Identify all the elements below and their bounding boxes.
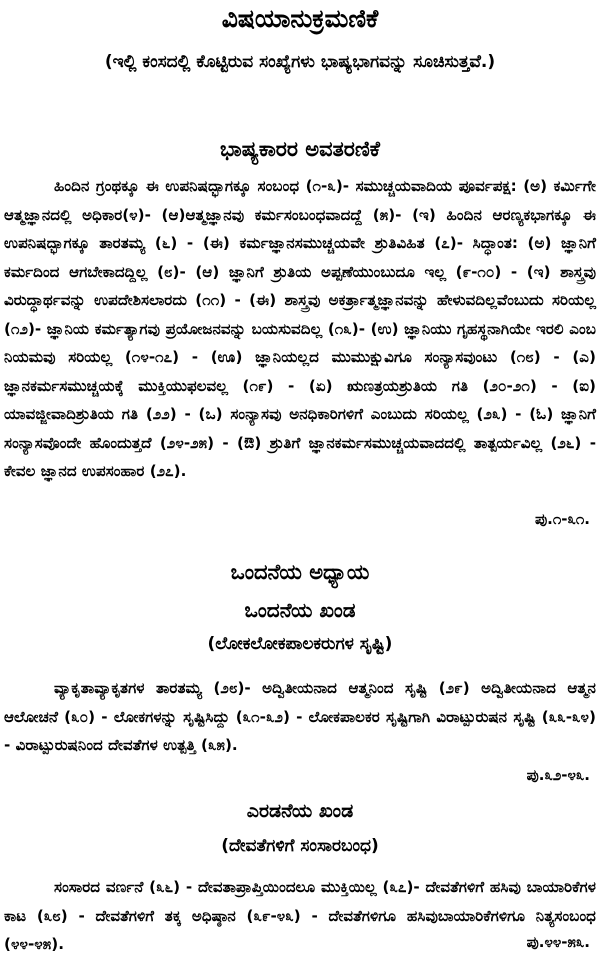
page-title: ವಿಷಯಾನುಕ್ರಮಣಿಕೆ	[221, 4, 379, 33]
section2-paragraph: ಸಂಸಾರದ ವರ್ಣನೆ (೩೬) - ದೇವತಾಪ್ರಾಪ್ತಿಯಿಂದಲೂ ಮುಕ್ತಿಯಿಲ್ಲ (೩೭)- ದೇವತೆಗಳಿಗೆ ಹಸಿವು ಬಾಯಾರಿಕೆಗಳ ಕಾಟ (೩೮) - ದೇವತೆಗಳಿಗೆ ತಕ್ಕ ಅಧಿಷ್ಠಾನ (೩೯-೪೩) - ದೇವತೆಗಳಿಗೂ ಹಸಿವುಬಾಯಾರಿಕೆಗಳಿಗೂ ನಿತ್ಯಸಂಬಂಧ (೪೪-೪೫).	[4, 878, 596, 953]
section2-page-ref: ಪು.೪೪-೫೩.	[526, 933, 590, 951]
chapter-heading: ಒಂದನೆಯ ಅಧ್ಯಾಯ	[230, 560, 370, 584]
section2-heading: ಎರಡನೆಯ ಖಂಡ	[246, 800, 354, 822]
intro-page-ref: ಪು.೧-೩೧.	[534, 510, 590, 528]
section1-paragraph: ವ್ಯಾಕೃತಾವ್ಯಾಕೃತಗಳ ತಾರತಮ್ಯ (೨೮)- ಅದ್ವಿತೀಯನಾದ ಆತ್ಮನಿಂದ ಸೃಷ್ಟಿ (೨೯) ಅದ್ವಿತೀಯನಾದ ಆತ್ಮನ ಆಲೋಚನೆ (೩೦) - ಲೋಕಗಳನ್ನು ಸೃಷ್ಟಿಸಿದ್ದು (೩೧-೩೨) - ಲೋಕಪಾಲಕರ ಸೃಷ್ಟಿಗಾಗಿ ವಿರಾಟ್ಪುರುಷನ ಸೃಷ್ಟಿ (೩೩-೩೪) - ವಿರಾಟ್ಪುರುಷನಿಂದ ದೇವತೆಗಳ ಉತ್ಪತ್ತಿ (೩೫).	[4, 679, 596, 754]
intro-heading: ಭಾಷ್ಯಕಾರರ ಅವತರಣಿಕೆ	[219, 137, 381, 161]
section1-note: (ಲೋಕಲೋಕಪಾಲಕರುಗಳ ಸೃಷ್ಟಿ)	[207, 634, 393, 654]
section1-heading: ಒಂದನೆಯ ಖಂಡ	[244, 598, 356, 622]
intro-paragraph: ಹಿಂದಿನ ಗ್ರಂಥಕ್ಕೂ ಈ ಉಪನಿಷದ್ಭಾಗಕ್ಕೂ ಸಂಬಂಧ (೧-೩)- ಸಮುಚ್ಚಯವಾದಿಯ ಪೂರ್ವಪಕ್ಷ: (ಅ) ಕರ್ಮಿಗೇ ಆತ್ಮಜ್ಞಾನದಲ್ಲಿ ಅಧಿಕಾರ(೪)- (ಆ)ಆತ್ಮಜ್ಞಾನವು ಕರ್ಮಸಂಬಂಧವಾದದ್ದೆ (೫)- (ಇ) ಹಿಂದಿನ ಆರಣ್ಯಕಭಾಗಕ್ಕೂ ಈ ಉಪನಿಷದ್ಭಾಗಕ್ಕೂ ತಾರತಮ್ಯ (೬) - (ಈ) ಕರ್ಮಜ್ಞಾನಸಮುಚ್ಚಯವೇ ಶ್ರುತಿವಿಹಿತ (೭)- ಸಿದ್ಧಾಂತ: (ಅ) ಜ್ಞಾನಿಗೆ ಕರ್ಮದಿಂದ ಆಗಬೇಕಾದದ್ದಿಲ್ಲ (೮)- (ಆ) ಜ್ಞಾನಿಗೆ ಶ್ರುತಿಯ ಅಪ್ಪಣೆಯುಂಬುದೂ ಇಲ್ಲ (೯-೧೦) - (ಇ) ಶಾಸ್ತ್ರವು ವಿರುದ್ಧಾರ್ಥವನ್ನು ಉಪದೇಶಿಸಲಾರದು (೧೧) - (ಈ) ಶಾಸ್ತ್ರವು ಅಕರ್ತ್ರಾತ್ಮಜ್ಞಾನವನ್ನು ಹೇಳುವದಿಲ್ಲವೆಂಬುದು ಸರಿಯಲ್ಲ (೧೨)- ಜ್ಞಾನಿಯ ಕರ್ಮತ್ಯಾಗವು ಪ್ರಯೋಜನವನ್ನು ಬಯಸುವದಿಲ್ಲ (೧೩)- (ಉ) ಜ್ಞಾನಿಯು ಗೃಹಸ್ಥನಾಗಿಯೇ ಇರಲಿ ಎಂಬ ನಿಯಮವು ಸರಿಯಲ್ಲ (೧೪-೧೭) - (ಊ) ಜ್ಞಾನಿಯಲ್ಲದ ಮುಮುಕ್ಷುವಿಗೂ ಸಂನ್ಯಾಸವುಂಟು (೧೮) - (ಎ) ಜ್ಞಾನಕರ್ಮಸಮುಚ್ಚಯಕ್ಕೆ ಮುಕ್ತಿಯುಫಲವಲ್ಲ (೧೯) - (ಏ) ಋಣತ್ರಯಶ್ರುತಿಯ ಗತಿ (೨೦-೨೧) - (ಐ) ಯಾವಜ್ಜೀವಾದಿಶ್ರುತಿಯ ಗತಿ (೨೨) - (ಒ) ಸಂನ್ಯಾಸವು ಅನಧಿಕಾರಿಗಳಿಗೆ ಎಂಬುದು ಸರಿಯಲ್ಲ (೨೩) - (ಓ) ಜ್ಞಾನಿಗೆ ಸಂನ್ಯಾಸವೊಂದೇ ಹೊಂದುತ್ತದೆ (೨೪-೨೫) - (ಔ) ಶ್ರುತಿಗೆ ಜ್ಞಾನಕರ್ಮಸಮುಚ್ಚಯವಾದದಲ್ಲಿ ತಾತ್ಪರ್ಯವಿಲ್ಲ (೨೬) - ಕೇವಲ ಜ್ಞಾನದ ಉಪಸಂಹಾರ (೨೭).	[4, 177, 596, 480]
section1-page-ref: ಪು.೩೨-೪೩.	[526, 766, 590, 784]
page-subtitle: (ಇಲ್ಲಿ ಕಂಸದಲ್ಲಿ ಕೊಟ್ಟಿರುವ ಸಂಖ್ಯೆಗಳು ಭಾಷ್ಯಭಾಗವನ್ನು ಸೂಚಿಸುತ್ತವೆ.)	[104, 52, 496, 72]
section2-note: (ದೇವತೆಗಳಿಗೆ ಸಂಸಾರಬಂಧ)	[221, 836, 379, 856]
